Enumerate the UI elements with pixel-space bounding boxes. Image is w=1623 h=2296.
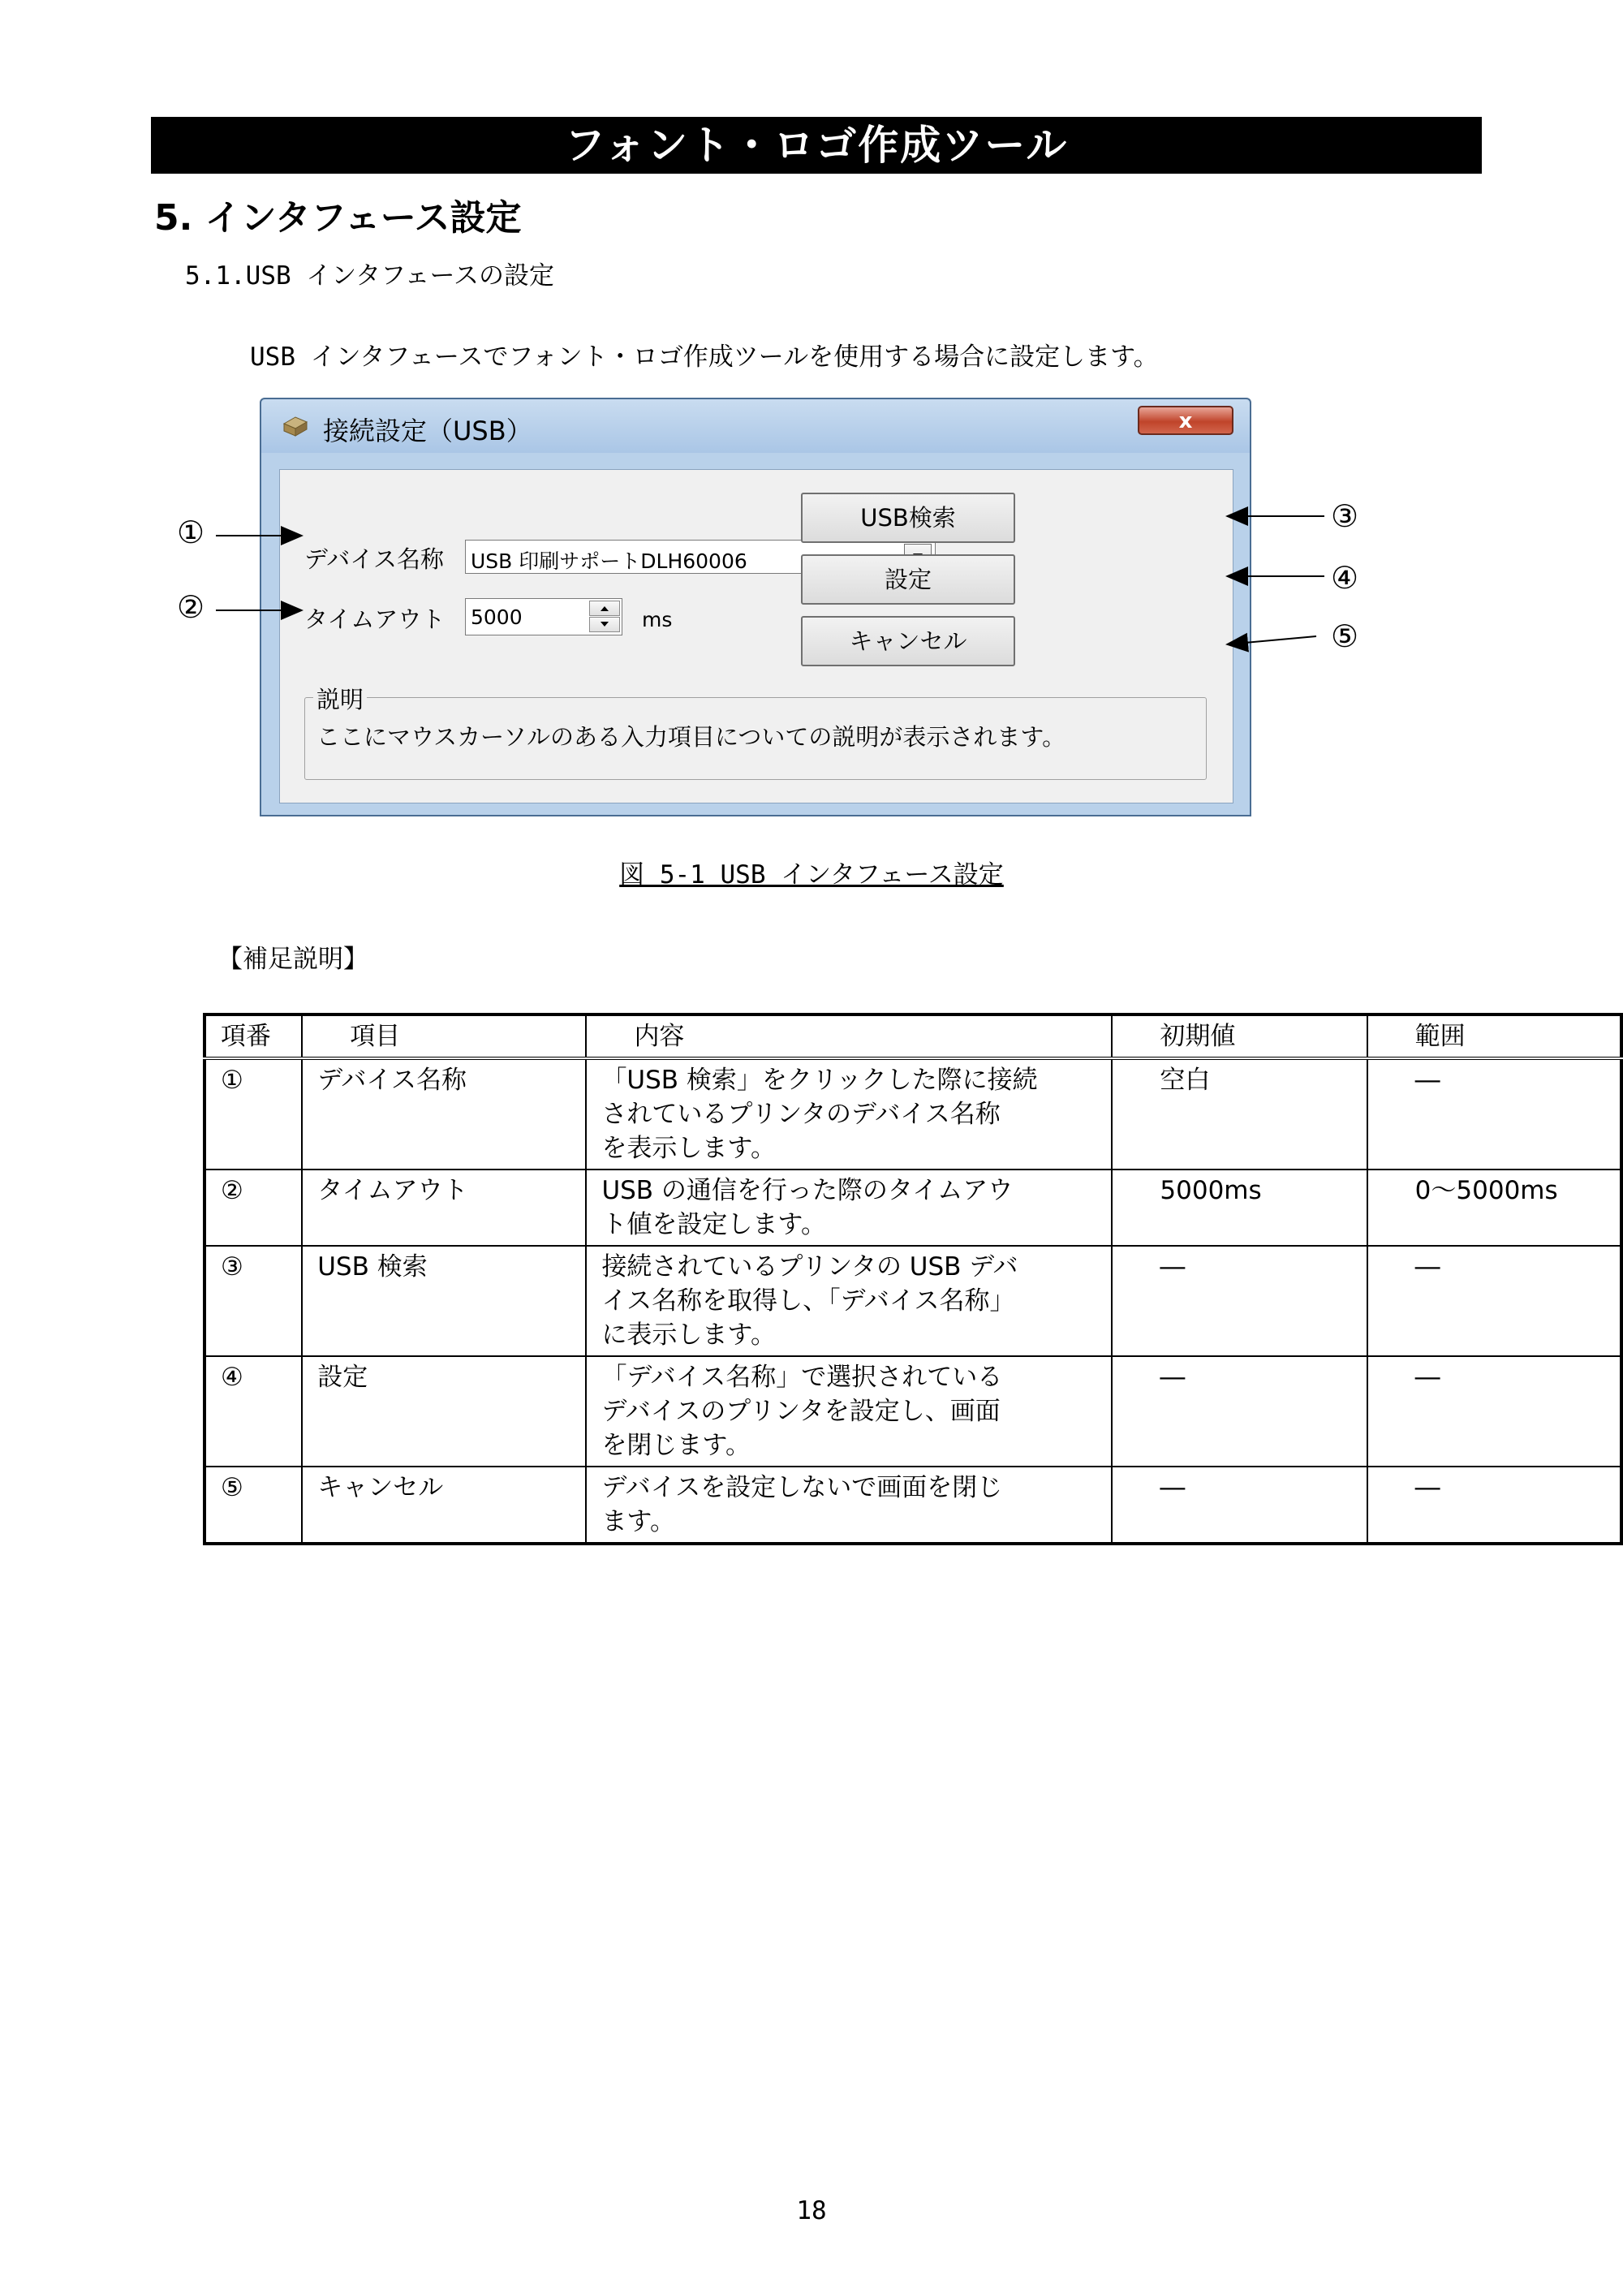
row-no: ⑤ bbox=[204, 1467, 302, 1544]
row-range: 0～5000ms bbox=[1367, 1170, 1621, 1246]
row-content bbox=[586, 1058, 1112, 1170]
row-initial: 5000ms bbox=[1112, 1170, 1367, 1246]
close-button[interactable]: x bbox=[1138, 406, 1233, 435]
header-initial: 初期値 bbox=[1112, 1014, 1367, 1058]
table-row bbox=[204, 1356, 1621, 1467]
timeout-value: 5000 bbox=[471, 605, 523, 629]
device-name-value: USB 印刷サポートDLH60006 bbox=[471, 549, 747, 573]
content-line: ト値を設定します。 bbox=[601, 1210, 826, 1239]
row-range: ― bbox=[1367, 1058, 1621, 1170]
callout-5: ⑤ bbox=[1331, 618, 1359, 654]
subsection-title: 5.1.USB インタフェースの設定 bbox=[185, 261, 554, 291]
content-line: されているプリンタのデバイス名称 bbox=[601, 1100, 1001, 1129]
row-initial: ― bbox=[1112, 1246, 1367, 1356]
row-no: ③ bbox=[204, 1246, 302, 1356]
row-item: キャンセル bbox=[302, 1467, 586, 1544]
callout-2: ② bbox=[177, 589, 205, 625]
row-range: ― bbox=[1367, 1467, 1621, 1544]
content-line: イス名称を取得し、「デバイス名称」 bbox=[601, 1286, 1015, 1316]
row-initial: ― bbox=[1112, 1356, 1367, 1467]
table-row bbox=[204, 1058, 1621, 1170]
header-range: 範囲 bbox=[1367, 1014, 1621, 1058]
callout-1: ① bbox=[177, 515, 205, 550]
page-number: 18 bbox=[796, 2196, 827, 2225]
cancel-button[interactable]: キャンセル bbox=[801, 616, 1015, 666]
content-line: デバイスを設定しないで画面を閉じ bbox=[601, 1473, 1003, 1502]
table-header-row bbox=[204, 1014, 1621, 1058]
content-line: デバイスのプリンタを設定し、画面 bbox=[601, 1397, 1001, 1426]
figure-caption: 図 5-1 USB インタフェース設定 bbox=[619, 860, 1004, 890]
row-no: ① bbox=[204, 1058, 302, 1170]
header-content: 内容 bbox=[586, 1014, 1112, 1058]
content-line: 「USB 検索」をクリックした際に接続 bbox=[601, 1066, 1038, 1095]
section-title: 5. インタフェース設定 bbox=[154, 197, 522, 239]
header-no: 項番 bbox=[204, 1014, 302, 1058]
row-initial: ― bbox=[1112, 1467, 1367, 1544]
table-row bbox=[204, 1170, 1621, 1246]
content-line: を表示します。 bbox=[601, 1134, 776, 1163]
row-content bbox=[586, 1467, 1112, 1544]
content-line: USB の通信を行った際のタイムアウ bbox=[601, 1176, 1014, 1205]
document-title: フォント・ロゴ作成ツール bbox=[564, 122, 1069, 169]
description-text: ここにマウスカーソルのある入力項目についての説明が表示されます。 bbox=[316, 723, 1066, 751]
timeout-label: タイムアウト bbox=[304, 605, 446, 633]
row-content bbox=[586, 1356, 1112, 1467]
header-item: 項目 bbox=[302, 1014, 586, 1058]
callout-4: ④ bbox=[1331, 560, 1359, 596]
row-content bbox=[586, 1170, 1112, 1246]
callout-arrow-5 bbox=[1227, 636, 1316, 644]
row-item: デバイス名称 bbox=[302, 1058, 586, 1170]
content-line: 接続されているプリンタの USB デバ bbox=[601, 1252, 1018, 1282]
row-item: タイムアウト bbox=[302, 1170, 586, 1246]
row-range: ― bbox=[1367, 1356, 1621, 1467]
callout-arrows bbox=[0, 0, 1623, 893]
content-line: に表示します。 bbox=[601, 1320, 776, 1350]
table-row bbox=[204, 1246, 1621, 1356]
device-name-label: デバイス名称 bbox=[304, 545, 444, 573]
set-button[interactable]: 設定 bbox=[801, 554, 1015, 605]
row-range: ― bbox=[1367, 1246, 1621, 1356]
usb-search-button[interactable]: USB検索 bbox=[801, 493, 1015, 543]
row-no: ④ bbox=[204, 1356, 302, 1467]
content-line: ます。 bbox=[601, 1507, 675, 1536]
row-no: ② bbox=[204, 1170, 302, 1246]
supplement-heading: 【補足説明】 bbox=[217, 945, 368, 974]
dialog-title: 接続設定（USB） bbox=[323, 416, 532, 446]
callout-3: ③ bbox=[1331, 498, 1359, 534]
row-item: USB 検索 bbox=[302, 1246, 586, 1356]
table-row bbox=[204, 1467, 1621, 1544]
spec-table bbox=[203, 1013, 1623, 1545]
description-legend: 説明 bbox=[313, 682, 367, 715]
content-line: 「デバイス名称」で選択されている bbox=[601, 1363, 1003, 1392]
row-initial: 空白 bbox=[1112, 1058, 1367, 1170]
content-line: を閉じます。 bbox=[601, 1431, 751, 1460]
timeout-unit: ms bbox=[642, 608, 673, 631]
intro-text: USB インタフェースでフォント・ロゴ作成ツールを使用する場合に設定します。 bbox=[250, 342, 1159, 372]
row-content bbox=[586, 1246, 1112, 1356]
row-item: 設定 bbox=[302, 1356, 586, 1467]
